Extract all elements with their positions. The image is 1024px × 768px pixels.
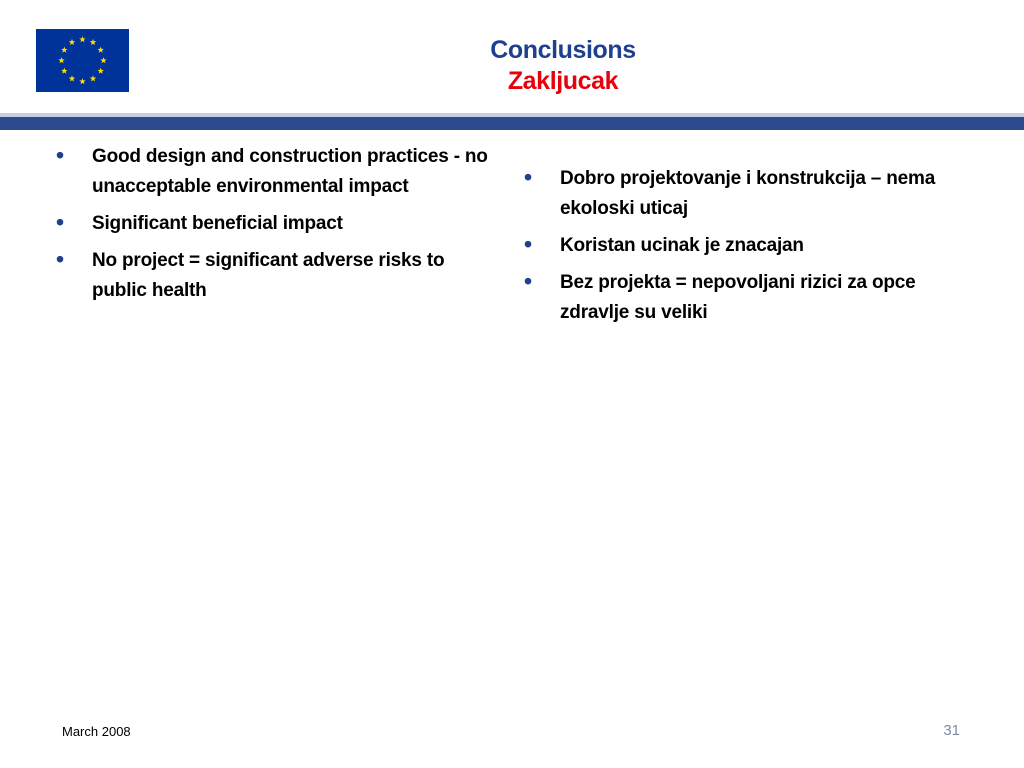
flag-star-icon — [97, 68, 103, 74]
flag-star-icon — [97, 47, 103, 53]
page-number: 31 — [943, 722, 960, 739]
flag-star-icon — [90, 39, 96, 45]
bullet-icon: • — [524, 164, 532, 190]
flag-star-icon — [79, 36, 85, 42]
slide-subtitle: Zakljucak — [507, 67, 619, 95]
list-item — [522, 268, 962, 328]
list-item — [54, 246, 494, 306]
bullet-text: Bez projekta = nepovoljani rizici za opce zdravlje su veliki — [560, 272, 916, 323]
bullet-icon: • — [56, 209, 64, 235]
bullet-text: Significant beneficial impact — [92, 213, 343, 234]
flag-star-icon — [61, 47, 67, 53]
list-item — [54, 209, 494, 239]
list-item — [522, 164, 962, 224]
flag-star-icon — [69, 75, 75, 81]
title-block — [300, 34, 826, 96]
bullet-icon: • — [56, 142, 64, 168]
bullet-text: Dobro projektovanje i konstrukcija – nema ekoloski uticaj — [560, 168, 936, 219]
flag-star-icon — [90, 75, 96, 81]
bullet-text: Good design and construction practices - no unacceptable environmental impact — [92, 146, 488, 197]
list-item — [522, 231, 962, 261]
flag-star-icon — [61, 68, 67, 74]
slide-title: Conclusions — [490, 36, 636, 64]
local-language-bullet-list — [522, 164, 962, 335]
flag-star-icon — [69, 39, 75, 45]
eu-flag-stars — [36, 29, 129, 92]
eu-flag-icon — [36, 29, 129, 92]
title-divider-bar — [0, 117, 1024, 130]
bullet-icon: • — [56, 246, 64, 272]
title-divider — [0, 113, 1024, 130]
flag-star-icon — [58, 57, 64, 63]
english-bullet-list — [54, 142, 494, 313]
bullet-text: No project = significant adverse risks to public health — [92, 250, 445, 301]
bullet-icon: • — [524, 268, 532, 294]
bullet-icon: • — [524, 231, 532, 257]
list-item — [54, 142, 494, 202]
flag-star-icon — [100, 57, 106, 63]
flag-star-icon — [79, 78, 85, 84]
bullet-text: Koristan ucinak je znacajan — [560, 235, 804, 256]
footer-date: March 2008 — [62, 724, 131, 739]
